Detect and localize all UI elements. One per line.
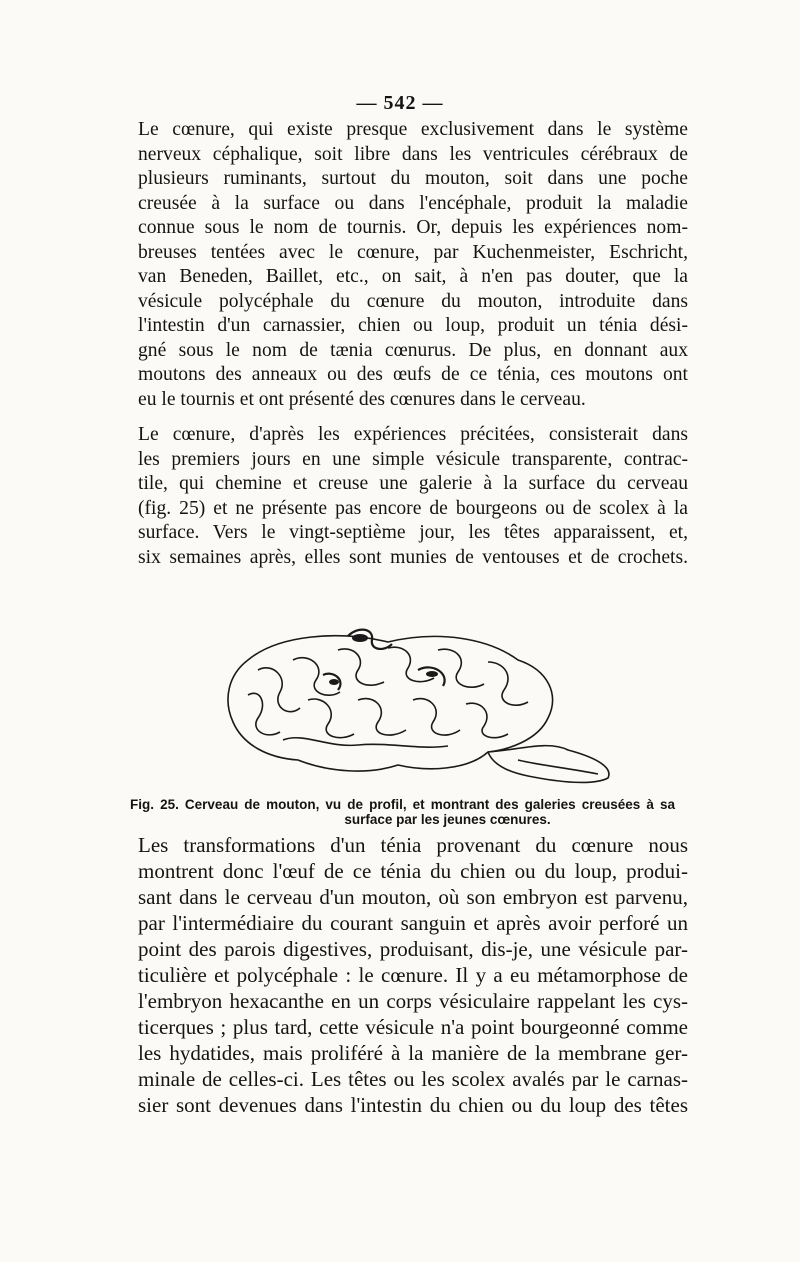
sheep-brain-illustration — [188, 600, 628, 795]
figure-caption — [130, 797, 675, 827]
text-line: eu le tournis et ont présenté des cœnures dans le cerveau. — [138, 388, 586, 410]
text-line: vésicule polycéphale du cœnure du mouton, introduite dans — [138, 290, 688, 312]
text-line: gné sous le nom de tænia cœnurus. De plus, en donnant aux — [138, 339, 688, 361]
text-line: sant dans le cerveau d'un mouton, où son embryon est parvenu, — [138, 885, 688, 909]
text-line: Les transformations d'un ténia provenant du cœnure nous — [138, 833, 688, 857]
text-line: par l'intermédiaire du courant sanguin et après avoir perforé un — [138, 911, 688, 935]
text-line: nerveux céphalique, soit libre dans les ventricules cérébraux de — [138, 143, 688, 165]
page-number: — 542 — — [356, 92, 444, 114]
text-line: connue sous le nom de tournis. Or, depuis les expériences nom- — [138, 217, 688, 238]
text-line: moutons des anneaux ou des œufs de ce ténia, ces moutons ont — [138, 364, 688, 385]
text-line: les premiers jours en une simple vésicule transparente, contrac- — [138, 448, 688, 470]
text-line: minale de celles-ci. Les têtes ou les scolex avalés par le carnas- — [138, 1067, 688, 1091]
text-line: creusée à la surface ou dans l'encéphale, produit la maladie — [138, 192, 688, 214]
text-line: plusieurs ruminants, surtout du mouton, soit dans une poche — [138, 168, 688, 189]
text-line: les hydatides, mais proliféré à la manière de la membrane ger- — [138, 1041, 688, 1065]
paragraph-1 — [110, 118, 688, 412]
text-line: surface. Vers le vingt-septième jour, les têtes apparaissent, et, — [138, 522, 688, 543]
text-line: point des parois digestives, produisant, dis-je, une vésicule par- — [138, 937, 688, 961]
text-line: l'intestin d'un carnassier, chien ou loup, produit un ténia dési- — [138, 315, 688, 336]
text-line: Le cœnure, qui existe presque exclusivement dans le système — [138, 119, 688, 140]
text-line: six semaines après, elles sont munies de ventouses et de crochets. — [138, 546, 688, 568]
paragraph-2 — [110, 423, 688, 570]
text-line: (fig. 25) et ne présente pas encore de bourgeons ou de scolex à la — [138, 497, 688, 519]
text-line: van Beneden, Baillet, etc., on sait, à n'en pas douter, que la — [138, 266, 688, 287]
text-line: l'embryon hexacanthe en un corps vésiculaire rappelant les cys- — [138, 989, 688, 1013]
paragraph-3 — [110, 832, 688, 1118]
caption-line: surface par les jeunes cœnures. — [344, 812, 551, 827]
text-line: sier sont devenues dans l'intestin du chien ou du loup des têtes — [138, 1093, 688, 1117]
text-line: tile, qui chemine et creuse une galerie à la surface du cerveau — [138, 473, 688, 494]
text-line: Le cœnure, d'après les expériences précitées, consisterait dans — [138, 424, 688, 445]
text-line: montrent donc l'œuf de ce ténia du chien ou du loup, produi- — [138, 859, 688, 883]
text-line: breuses tentées avec le cœnure, par Kuchenmeister, Eschricht, — [138, 241, 688, 263]
text-line: ticulière et polycéphale : le cœnure. Il y a eu métamorphose de — [138, 963, 688, 987]
figure-sheep-brain — [188, 600, 628, 795]
text-line: ticerques ; plus tard, cette vésicule n'a point bourgeonné comme — [138, 1015, 688, 1039]
caption-line: Fig. 25. Cerveau de mouton, vu de profil, et montrant des galeries creusées à sa — [130, 797, 675, 812]
